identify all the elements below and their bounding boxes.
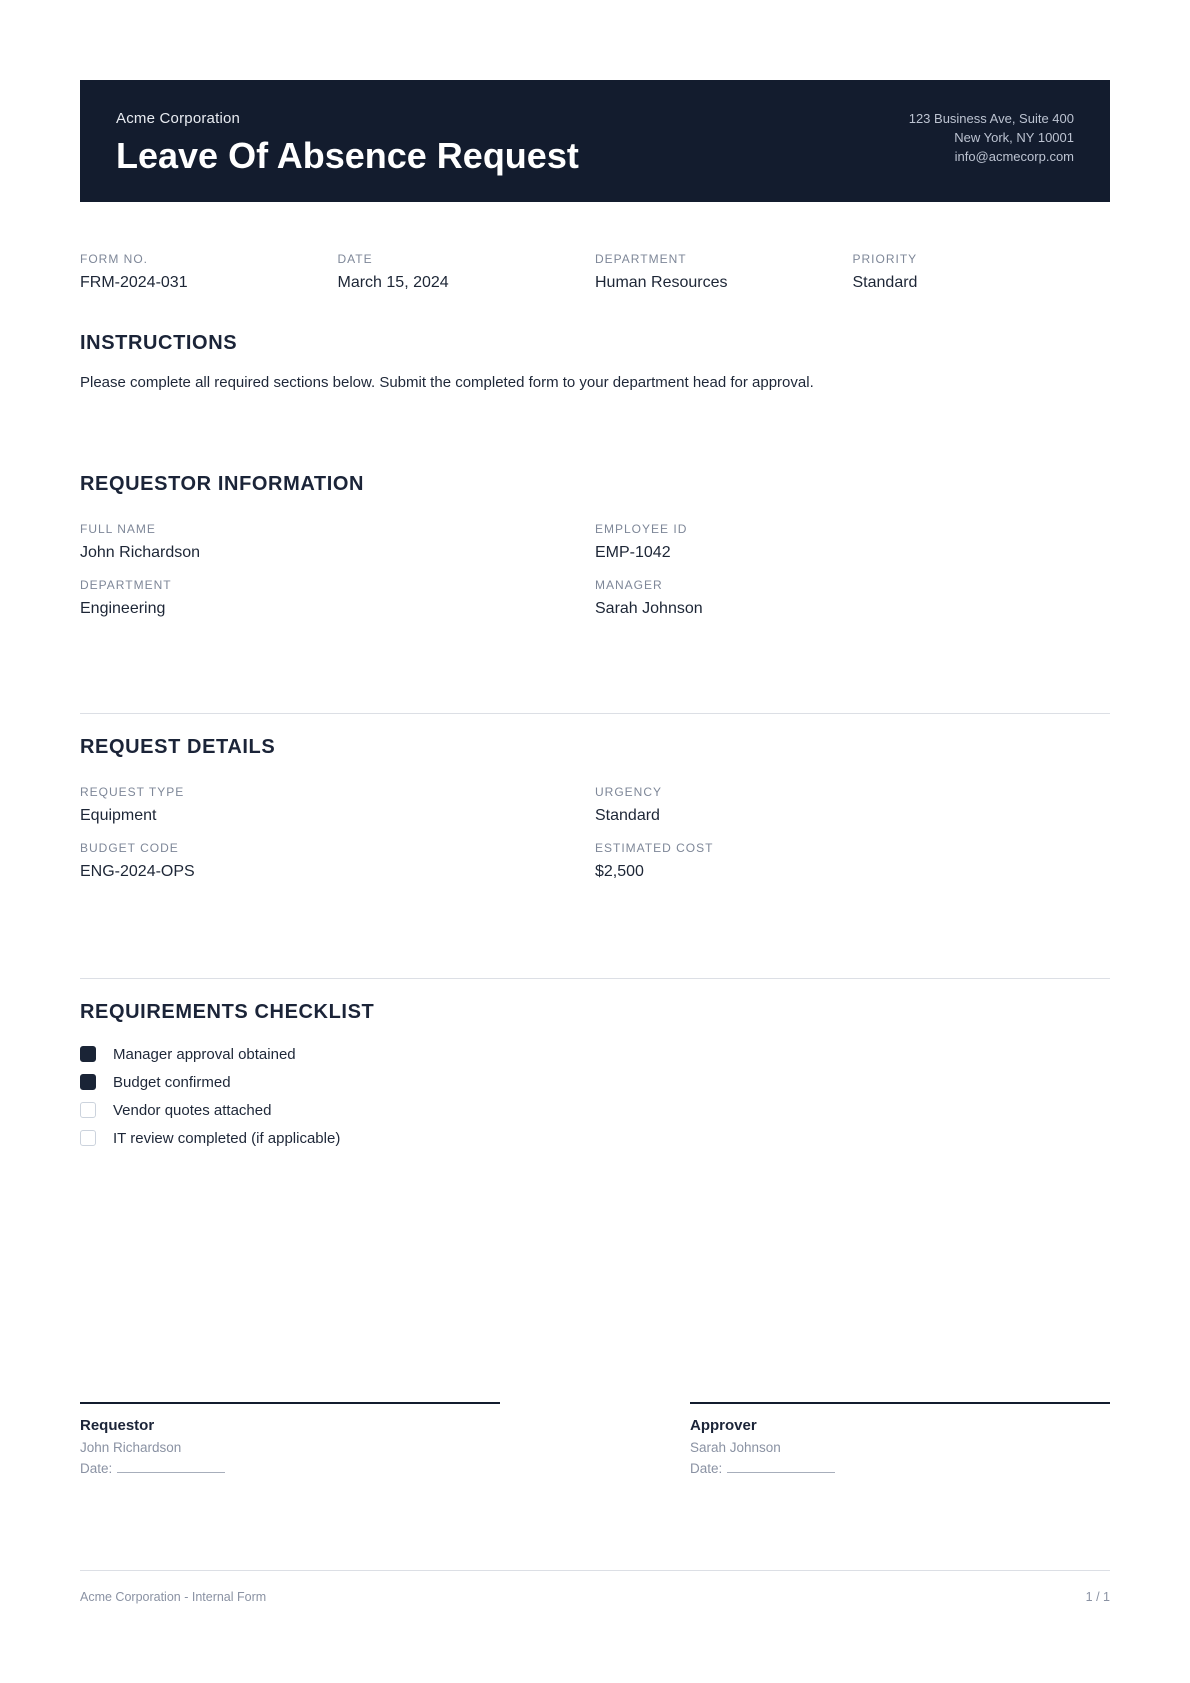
field-value: Sarah Johnson [595, 599, 703, 617]
field-label: FULL NAME [80, 521, 156, 536]
form-meta-row [80, 252, 1110, 292]
requirements-checklist-section [80, 1001, 1110, 1147]
signature-block-requestor [80, 1402, 500, 1476]
signature-role: Requestor [80, 1416, 155, 1434]
document-title: Leave Of Absence Request [116, 135, 579, 176]
field-department [80, 578, 595, 618]
field-estimated-cost [595, 841, 1110, 881]
field-label: EMPLOYEE ID [595, 521, 688, 536]
field-label: FORM NO. [80, 251, 148, 266]
field-request-type [80, 785, 595, 825]
checkbox-icon[interactable] [80, 1046, 96, 1062]
checklist-item [80, 1102, 1110, 1119]
checklist-item-label: Budget confirmed [113, 1073, 231, 1091]
meta-field-date [338, 252, 596, 292]
page-number: 1 / 1 [1085, 1590, 1110, 1604]
field-label: ESTIMATED COST [595, 840, 714, 855]
field-full-name [80, 522, 595, 562]
checklist-item [80, 1130, 1110, 1147]
date-fill-line[interactable] [117, 1463, 225, 1473]
signature-role: Approver [690, 1416, 757, 1434]
field-value: Standard [852, 273, 918, 291]
field-label: DATE [337, 251, 373, 266]
field-budget-code [80, 841, 595, 881]
field-manager [595, 578, 1110, 618]
field-value: EMP-1042 [595, 543, 671, 561]
date-fill-line[interactable] [727, 1463, 835, 1473]
document-header [80, 80, 1110, 202]
checklist-item-label: Vendor quotes attached [113, 1101, 272, 1119]
address-email: info@acmecorp.com [954, 148, 1074, 164]
instructions-section [80, 332, 1110, 393]
meta-field-department [595, 252, 853, 292]
section-divider [80, 978, 1110, 979]
field-label: REQUEST TYPE [80, 784, 185, 799]
footer-left-text: Acme Corporation - Internal Form [80, 1590, 267, 1604]
requirements-checklist [80, 1046, 1110, 1147]
field-label: PRIORITY [852, 251, 918, 266]
meta-field-priority [853, 252, 1111, 292]
request-details-fields [80, 785, 1110, 881]
checklist-item [80, 1046, 1110, 1063]
signature-name: John Richardson [80, 1439, 182, 1455]
signature-name: Sarah Johnson [690, 1439, 781, 1455]
checkbox-icon[interactable] [80, 1102, 96, 1118]
requestor-information-section [80, 473, 1110, 618]
signature-date-row [690, 1461, 1110, 1476]
checklist-item [80, 1074, 1110, 1091]
field-value: John Richardson [80, 543, 201, 561]
meta-field-form-no [80, 252, 338, 292]
request-details-section [80, 736, 1110, 881]
field-label: DEPARTMENT [80, 577, 172, 592]
field-value: Equipment [80, 806, 157, 824]
field-urgency [595, 785, 1110, 825]
field-label: URGENCY [595, 784, 663, 799]
field-value: Engineering [80, 599, 166, 617]
requestor-information-fields [80, 522, 1110, 618]
address-line-1: 123 Business Ave, Suite 400 [908, 111, 1074, 126]
request-details-heading: REQUEST DETAILS [80, 735, 276, 758]
checkbox-icon[interactable] [80, 1074, 96, 1090]
date-label: Date: [690, 1460, 723, 1476]
field-value: FRM-2024-031 [80, 273, 188, 291]
date-label: Date: [80, 1460, 113, 1476]
document-footer [80, 1570, 1110, 1604]
field-value: March 15, 2024 [337, 273, 449, 291]
signature-block-approver [690, 1402, 1110, 1476]
company-address [909, 110, 1074, 167]
field-value: Standard [595, 806, 660, 824]
checklist-item-label: Manager approval obtained [113, 1045, 296, 1063]
field-employee-id [595, 522, 1110, 562]
signatures-section [80, 1402, 1110, 1476]
field-value: Human Resources [595, 273, 728, 291]
section-divider [80, 713, 1110, 714]
field-label: DEPARTMENT [595, 251, 687, 266]
checklist-item-label: IT review completed (if applicable) [113, 1129, 341, 1147]
field-label: BUDGET CODE [80, 840, 179, 855]
field-label: MANAGER [595, 577, 663, 592]
company-name: Acme Corporation [116, 110, 241, 127]
checkbox-icon[interactable] [80, 1130, 96, 1146]
instructions-heading: INSTRUCTIONS [80, 331, 238, 354]
instructions-text: Please complete all required sections below. Submit the completed form to your department head for approval. [80, 373, 814, 391]
requirements-checklist-heading: REQUIREMENTS CHECKLIST [80, 1000, 375, 1023]
signature-date-row [80, 1461, 500, 1476]
field-value: $2,500 [595, 862, 644, 880]
requestor-information-heading: REQUESTOR INFORMATION [80, 472, 365, 495]
field-value: ENG-2024-OPS [80, 862, 195, 880]
address-line-2: New York, NY 10001 [954, 129, 1074, 145]
